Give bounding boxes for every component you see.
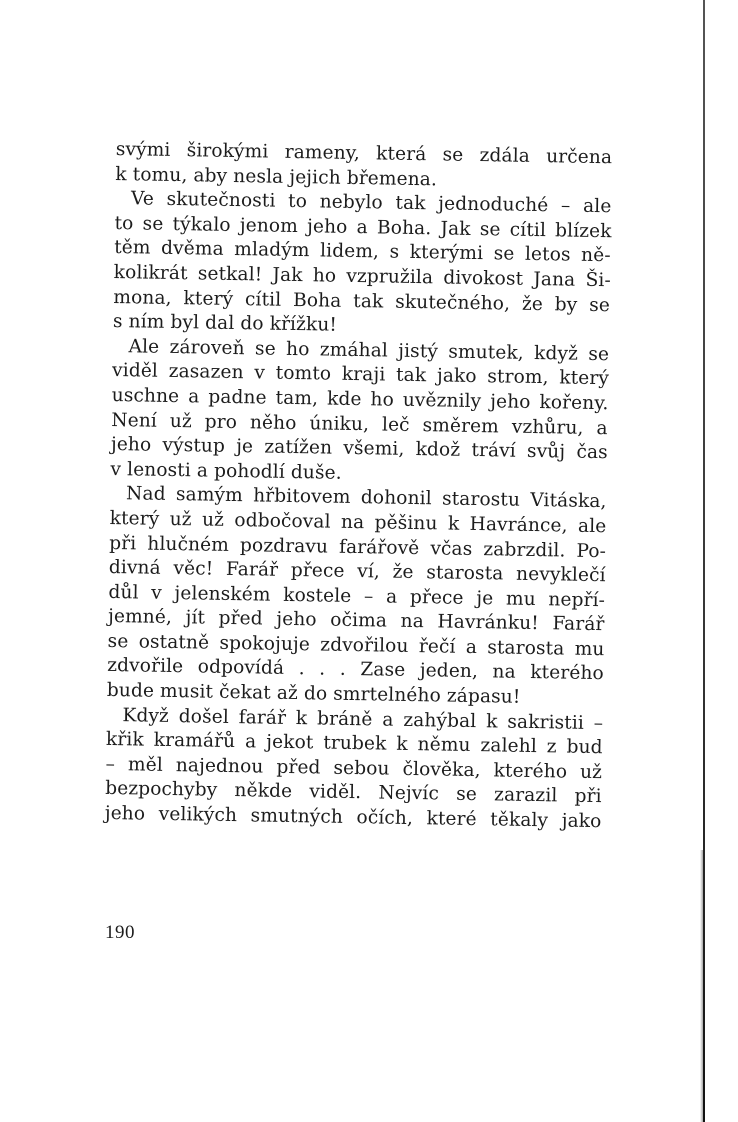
text-line: který už už odbočoval na pěšinu k Havránce, ale (109, 507, 607, 538)
paragraph-first-line: Ale zároveň se ho zmáhal jistý smutek, když se (128, 335, 610, 365)
paragraph-first-line: Nad samým hřbitovem dohonil starostu Vitáska, (125, 483, 607, 513)
text-line: zdvořile odpovídá . . . Zase jeden, na kterého (107, 655, 604, 685)
text-line: k tomu, aby nesla jejich břemena. (115, 163, 438, 190)
text-line: křik kramářů a jekot trubek k němu zalehl z bud (105, 729, 603, 759)
text-line: – měl najednou před sebou člověka, kterého už (105, 753, 603, 783)
text-line: bezpochyby někde viděl. Nejvíc se zarazil při (105, 778, 602, 808)
page-edge-line (703, 0, 705, 1122)
text-line: bude musit čekat až do smrtelného zápasu! (106, 679, 521, 708)
text-line: v lenosti a pohodlí duše. (110, 458, 342, 484)
text-line: viděl zasazen v tomto kraji tak jako strom, který (111, 360, 610, 390)
text-line: jemné, jít před jeho očima na Havránku! Farář (107, 606, 605, 636)
paragraph-first-line: Když došel farář k bráně a zahýbal k sakristii – (122, 704, 604, 734)
page-edge-shadow (700, 850, 703, 1122)
text-line: svými širokými rameny, která se zdála určena (115, 138, 613, 169)
text-line: těm dvěma mladým lidem, s kterými se letos ně- (114, 237, 611, 267)
text-line: divná věc! Farář přece ví, že starosta nevyklečí (108, 557, 606, 587)
page-number: 190 (105, 922, 135, 943)
body-text (104, 138, 613, 835)
text-line: mona, který cítil Boha tak skutečného, že by se (113, 286, 611, 316)
text-line: kolikrát setkal! Jak ho vzpružila divokost Jana Ši- (113, 261, 611, 292)
text-line: s ním byl dal do křížku! (112, 311, 338, 336)
text-line: při hlučném pozdravu farářově včas zabrzdil. Po- (109, 532, 607, 562)
text-line: to se týkalo jenom jeho a Boha. Jak se cítil blízek (114, 212, 612, 243)
paragraph-first-line: Ve skutečnosti to nebylo tak jednoduché – ale (130, 188, 612, 218)
text-line: uschne a padne tam, kde ho uvěznily jeho kořeny. (111, 384, 609, 415)
text-line: důl v jelenském kostele – a přece je mu nepří- (108, 581, 606, 611)
text-line: jeho výstup je zatížen všemi, kdož tráví svůj čas (110, 434, 608, 464)
text-line: se ostatně spokojuje zdvořilou řečí a starosta mu (107, 630, 605, 661)
text-line: Není už pro něho úniku, leč směrem vzhůru, a (111, 409, 608, 439)
text-line: jeho velikých smutných očích, které těkaly jako (104, 802, 602, 833)
